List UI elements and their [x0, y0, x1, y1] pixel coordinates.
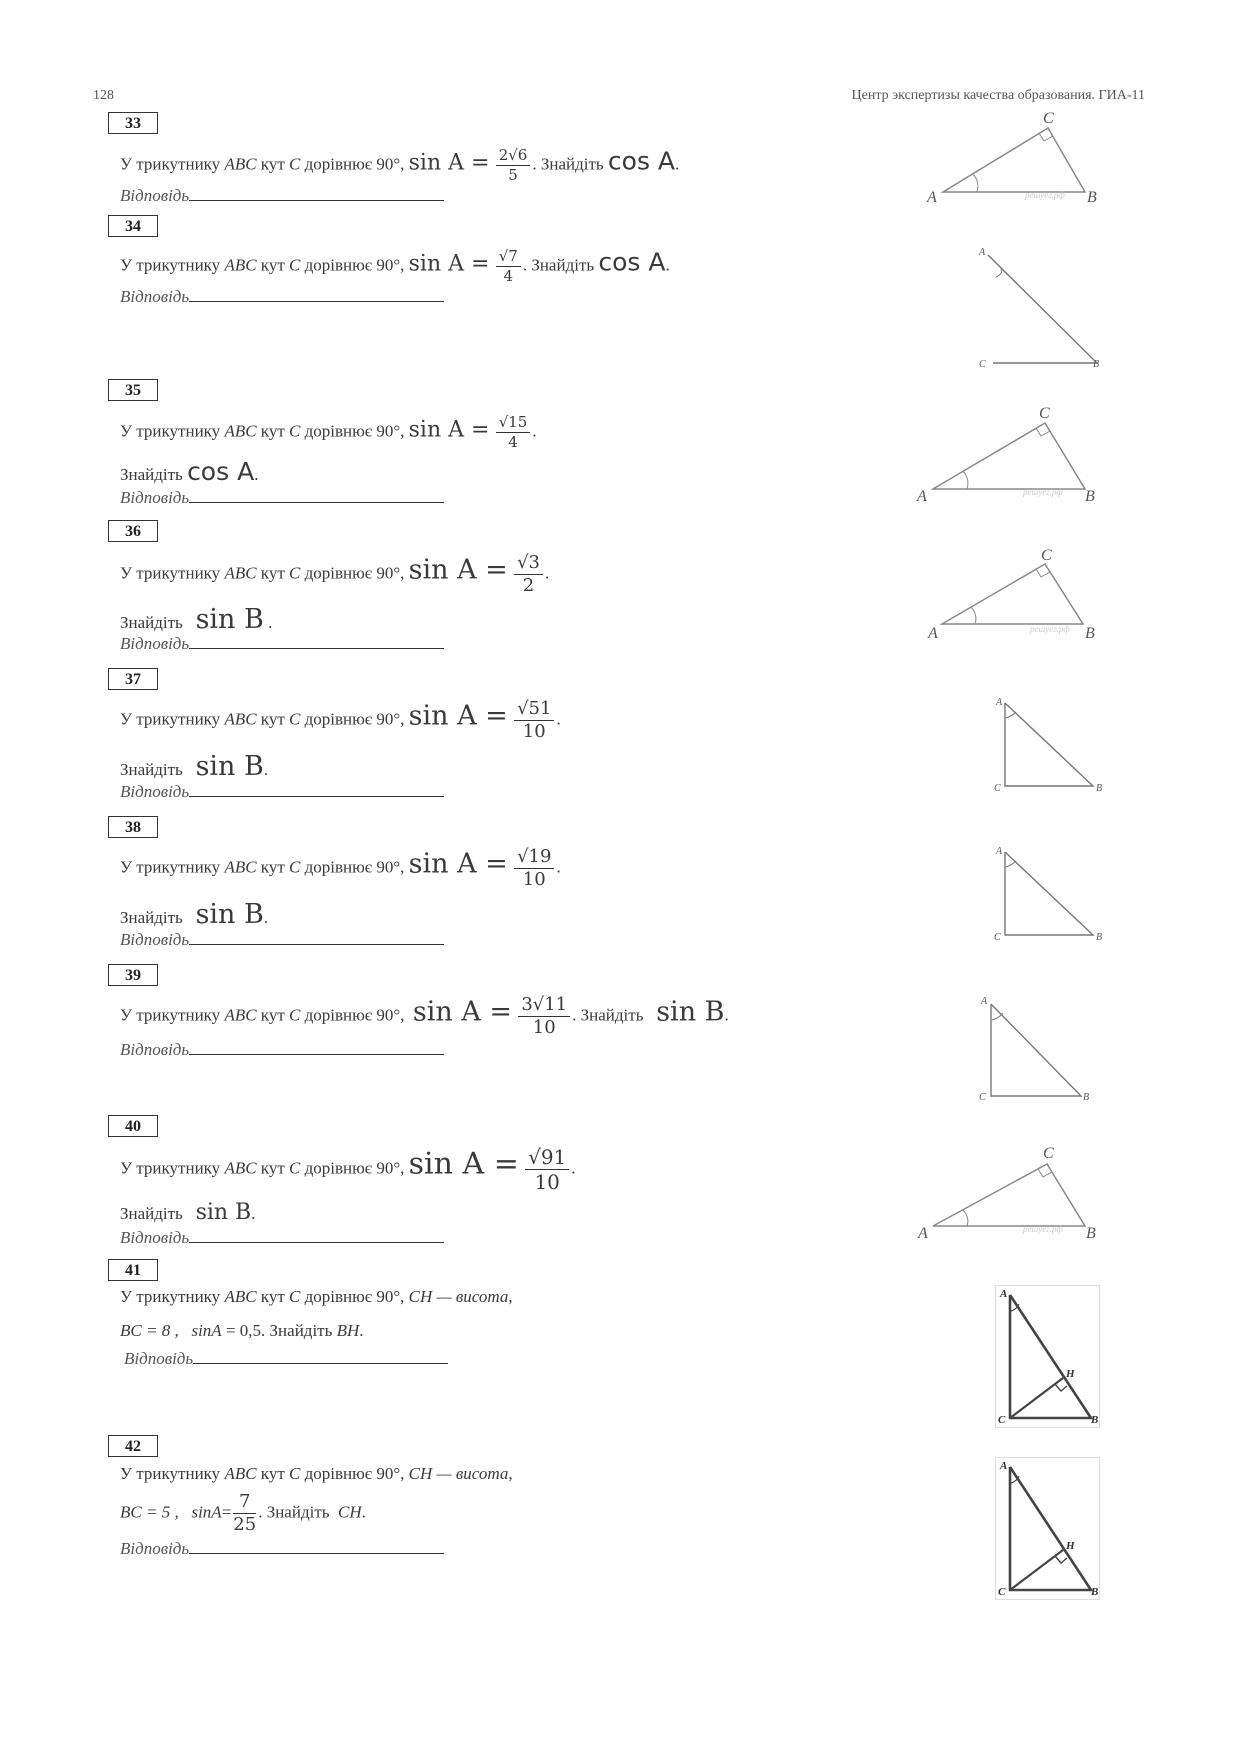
given-expr: sin A =	[408, 251, 490, 277]
svg-text:C: C	[994, 932, 1001, 943]
svg-text:B: B	[1087, 189, 1097, 205]
figure-triangle-37	[990, 695, 1110, 795]
svg-text:C: C	[998, 1414, 1006, 1426]
task-statement: У трикутнику ABC кут C дорівнює 90°, sin A = $\frac{√51}{10}$ .	[120, 698, 561, 742]
answer-line[interactable]: Відповідь	[120, 634, 444, 654]
answer-line[interactable]: Відповідь	[120, 930, 444, 950]
task-statement: У трикутнику ABC кут C дорівнює 90°, sin A = $\frac{√19}{10}$ .	[120, 846, 561, 890]
task-statement: У трикутнику ABC кут C дорівнює 90°, sin A = $\frac{2√6}{5}$ . Знайдіть cos A.	[120, 146, 680, 184]
given-expr: sin A =	[408, 1146, 519, 1182]
target-expr: cos A	[187, 457, 255, 486]
task-statement: У трикутнику ABC кут C дорівнює 90°, CH — висота,	[120, 1464, 513, 1483]
svg-text:C: C	[994, 783, 1001, 794]
figure-triangle-36	[925, 548, 1105, 643]
svg-text:C: C	[1043, 1145, 1054, 1162]
task-number: 42	[108, 1435, 158, 1457]
svg-text:A: A	[1000, 1288, 1008, 1300]
svg-text:B: B	[1091, 1586, 1099, 1598]
task-number: 39	[108, 964, 158, 986]
answer-line[interactable]: Відповідь	[120, 287, 444, 307]
task-number: 34	[108, 215, 158, 237]
task-number: 35	[108, 379, 158, 401]
figure-triangle-35	[915, 405, 1105, 505]
figure-triangle-height-42	[995, 1457, 1100, 1600]
target-expr: cos A	[598, 247, 666, 277]
svg-text:A: A	[928, 625, 938, 642]
task-question: Знайдіть sin B.	[120, 751, 269, 782]
figure-triangle-33	[925, 110, 1100, 205]
answer-line[interactable]: Відповідь	[120, 1539, 444, 1559]
svg-text:B: B	[1086, 1225, 1096, 1242]
given-expr: sin A =	[408, 554, 508, 586]
svg-text:B: B	[1091, 1414, 1099, 1426]
task-number: 38	[108, 816, 158, 838]
svg-text:B: B	[1096, 783, 1103, 794]
answer-line[interactable]: Відповідь	[120, 1228, 444, 1248]
figure-triangle-height-41	[995, 1285, 1100, 1428]
task-condition: BC = 8 , sinA = 0,5. Знайдіть BH.	[120, 1321, 364, 1340]
svg-text:A: A	[918, 1225, 928, 1242]
task-statement: У трикутнику ABC кут C дорівнює 90°, sin A = $\frac{√91}{10}$ .	[120, 1145, 576, 1194]
task-statement: У трикутнику ABC кут C дорівнює 90°, CH — висота,	[120, 1287, 513, 1306]
svg-text:A: A	[917, 488, 927, 505]
given-expr: sin A =	[408, 700, 508, 732]
target-expr: sin B	[195, 1200, 252, 1225]
given-expr: sin A =	[408, 150, 490, 176]
answer-line[interactable]: Відповідь	[120, 186, 444, 206]
task-question: Знайдіть sin B.	[120, 1200, 256, 1225]
svg-text:A: A	[981, 996, 988, 1007]
svg-text:A: A	[996, 846, 1003, 857]
svg-text:A: A	[996, 697, 1003, 708]
given-expr: sin A =	[408, 417, 490, 443]
svg-text:B: B	[1085, 488, 1095, 505]
svg-text:H: H	[1066, 1540, 1075, 1552]
header-title: Центр экспертизы качества образования. ГИА-11	[851, 88, 1145, 103]
svg-text:B: B	[1093, 359, 1100, 370]
svg-text:C: C	[1041, 548, 1052, 564]
target-expr: sin B	[195, 604, 264, 635]
svg-text:решуег.рф: решуег.рф	[1030, 624, 1070, 634]
task-number: 40	[108, 1115, 158, 1137]
task-number: 41	[108, 1259, 158, 1281]
task-question: Знайдіть cos A.	[120, 457, 259, 486]
answer-line[interactable]: Відповідь	[120, 1040, 444, 1060]
target-expr: sin B	[195, 751, 264, 782]
task-question: Знайдіть sin B.	[120, 899, 269, 930]
answer-line[interactable]: Відповідь	[120, 488, 444, 508]
figure-triangle-34	[975, 243, 1105, 373]
task-number: 37	[108, 668, 158, 690]
page-number: 128	[93, 88, 114, 103]
answer-line[interactable]: Відповідь	[124, 1349, 448, 1369]
task-condition: BC = 5 , sinA= $\frac{7}{25}$ . Знайдіть CH.	[120, 1491, 366, 1535]
task-number: 33	[108, 112, 158, 134]
svg-text:C: C	[998, 1586, 1006, 1598]
svg-text:C: C	[979, 359, 986, 370]
svg-text:A: A	[1000, 1460, 1008, 1472]
task-statement: У трикутнику ABC кут C дорівнює 90°, sin A = $\frac{√15}{4}$ .	[120, 413, 537, 451]
task-statement: У трикутнику ABC кут C дорівнює 90°, sin A = $\frac{√7}{4}$ . Знайдіть cos A.	[120, 247, 670, 285]
svg-text:A: A	[927, 189, 937, 205]
svg-text:B: B	[1083, 1092, 1090, 1103]
svg-text:решуег.рф: решуег.рф	[1025, 190, 1065, 200]
page-header	[93, 88, 1145, 108]
target-expr: cos A	[607, 146, 676, 176]
svg-text:решуег.рф: решуег.рф	[1023, 487, 1063, 497]
svg-text:C: C	[1043, 110, 1054, 127]
figure-triangle-38	[990, 844, 1110, 944]
target-expr: sin B	[195, 899, 264, 930]
task-statement: У трикутнику ABC кут C дорівнює 90°, sin A = $\frac{√3}{2}$ .	[120, 552, 550, 596]
svg-text:решуег.рф: решуег.рф	[1023, 1224, 1063, 1234]
svg-text:C: C	[979, 1092, 986, 1103]
task-statement: У трикутнику ABC кут C дорівнює 90°, sin A = $\frac{3√11}{10}$ . Знайдіть sin B.	[120, 994, 729, 1038]
given-expr: sin A =	[412, 996, 513, 1028]
svg-text:B: B	[1085, 625, 1095, 642]
answer-line[interactable]: Відповідь	[120, 782, 444, 802]
given-expr: sin A =	[408, 848, 508, 880]
figure-triangle-39	[975, 992, 1105, 1107]
svg-text:H: H	[1066, 1368, 1075, 1380]
target-expr: sin B	[656, 996, 725, 1028]
svg-text:B: B	[1096, 932, 1103, 943]
task-question: Знайдіть sin B .	[120, 604, 273, 635]
figure-triangle-40	[915, 1142, 1100, 1242]
svg-text:A: A	[979, 247, 986, 258]
task-number: 36	[108, 520, 158, 542]
svg-text:C: C	[1039, 405, 1050, 422]
